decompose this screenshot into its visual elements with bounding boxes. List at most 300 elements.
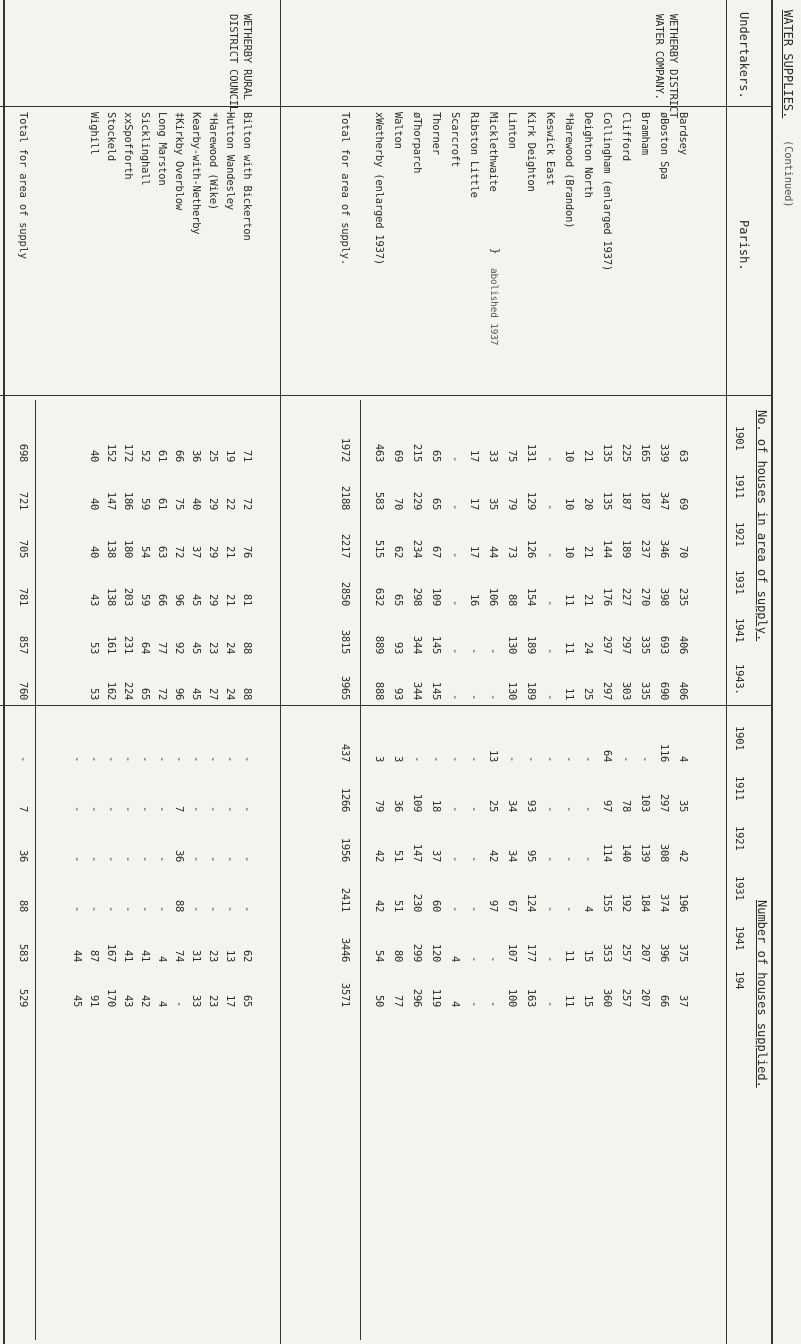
houses-supplied-value: 375 (677, 943, 689, 962)
houses-in-area-value: 693 (658, 635, 670, 654)
houses-in-area-value: 235 (677, 587, 689, 606)
houses-in-area-value: 152 (105, 443, 117, 462)
houses-in-area-value: 59 (139, 593, 151, 606)
header-houses-in-area: No. of houses in area of supply. (755, 410, 769, 642)
houses-supplied-value: - (207, 755, 219, 762)
houses-supplied-value: 25 (487, 799, 499, 812)
houses-in-area-value: 347 (658, 491, 670, 510)
parish-name: *Harewood (Wike) (207, 112, 219, 210)
houses-in-area-value: 45 (190, 593, 202, 606)
houses-supplied-value: 3 (392, 755, 404, 762)
houses-in-area-value: 106 (487, 587, 499, 606)
houses-supplied-value: 170 (105, 988, 117, 1007)
houses-supplied-value: - (88, 755, 100, 762)
houses-in-area-value: 96 (173, 593, 185, 606)
houses-in-area-value: 64 (139, 641, 151, 654)
houses-in-area-value: 59 (139, 497, 151, 510)
houses-supplied-value: 120 (430, 943, 442, 962)
houses-supplied-value: - (563, 855, 575, 862)
houses-supplied-value: - (544, 955, 556, 962)
houses-in-area-value: 29 (207, 593, 219, 606)
houses-supplied-value: - (468, 855, 480, 862)
houses-supplied-value: 42 (373, 849, 385, 862)
houses-supplied-value: 4 (156, 1000, 168, 1007)
houses-in-area-value: - (449, 455, 461, 462)
page-subtitle: (Continued) (782, 140, 794, 208)
houses-supplied-value: 42 (373, 899, 385, 912)
parish-name: Deighton North (582, 112, 594, 198)
houses-in-area-value: 10 (563, 449, 575, 462)
houses-supplied-value: 51 (392, 849, 404, 862)
houses-in-area-value: 234 (411, 539, 423, 558)
houses-in-area-value: 24 (224, 687, 236, 700)
houses-in-area-value: 346 (658, 539, 670, 558)
houses-in-area-value: 144 (601, 539, 613, 558)
houses-in-area-value: - (544, 455, 556, 462)
houses-supplied-value: 155 (601, 893, 613, 912)
houses-in-area-value: 69 (392, 449, 404, 462)
houses-supplied-value: 4 (582, 905, 594, 912)
houses-in-area-value: - (544, 693, 556, 700)
year-b-1: 1911 (733, 776, 745, 801)
year-a-1: 1911 (733, 474, 745, 499)
houses-in-area-value: 52 (139, 449, 151, 462)
houses-in-area-value: 25 (582, 687, 594, 700)
year-a-2: 1921 (733, 522, 745, 547)
houses-supplied-value: 207 (639, 988, 651, 1007)
total-in-area-value: 781 (17, 587, 29, 606)
parish-name: Ribston Little (468, 112, 480, 198)
houses-in-area-value: 65 (392, 593, 404, 606)
houses-supplied-value: - (544, 1000, 556, 1007)
total-supplied-value: 2411 (339, 887, 351, 912)
houses-in-area-value: 515 (373, 539, 385, 558)
houses-in-area-value: 406 (677, 681, 689, 700)
houses-in-area-value: 215 (411, 443, 423, 462)
total-in-area-value: 3965 (339, 675, 351, 700)
houses-in-area-value: 29 (207, 545, 219, 558)
parish-name: Stockeld (105, 112, 117, 161)
houses-in-area-value: 45 (190, 687, 202, 700)
houses-in-area-value: 40 (88, 545, 100, 558)
houses-in-area-value: 23 (207, 641, 219, 654)
houses-supplied-value: 67 (506, 899, 518, 912)
houses-supplied-value: - (190, 855, 202, 862)
houses-supplied-value: 95 (525, 849, 537, 862)
houses-supplied-value: - (582, 805, 594, 812)
houses-in-area-value: 61 (156, 449, 168, 462)
houses-supplied-value: 116 (658, 743, 670, 762)
houses-supplied-value: 17 (224, 994, 236, 1007)
houses-in-area-value: 632 (373, 587, 385, 606)
houses-supplied-value: 100 (506, 988, 518, 1007)
houses-supplied-value: 114 (601, 843, 613, 862)
houses-supplied-value: 360 (601, 988, 613, 1007)
houses-in-area-value: - (544, 599, 556, 606)
houses-supplied-value: - (468, 755, 480, 762)
houses-supplied-value: 4 (449, 955, 461, 962)
parish-name: Clifford (620, 112, 632, 161)
houses-in-area-value: 25 (207, 449, 219, 462)
houses-in-area-value: 335 (639, 681, 651, 700)
houses-supplied-value: - (430, 755, 442, 762)
houses-in-area-value: 61 (156, 497, 168, 510)
houses-in-area-value: 96 (173, 687, 185, 700)
houses-in-area-value: 21 (224, 593, 236, 606)
houses-supplied-value: 50 (373, 994, 385, 1007)
houses-in-area-value: 43 (88, 593, 100, 606)
houses-in-area-value: 72 (241, 497, 253, 510)
houses-in-area-value: - (449, 647, 461, 654)
houses-supplied-value: - (468, 1000, 480, 1007)
houses-supplied-value: 147 (411, 843, 423, 862)
houses-in-area-value: 888 (373, 681, 385, 700)
houses-in-area-value: 77 (156, 641, 168, 654)
houses-supplied-value: 80 (392, 949, 404, 962)
houses-supplied-value: - (139, 855, 151, 862)
header-bottom-rule (726, 0, 727, 1344)
houses-supplied-value: - (224, 805, 236, 812)
houses-in-area-value: - (544, 503, 556, 510)
col-rule-undertakers (0, 106, 773, 107)
houses-supplied-value: - (190, 755, 202, 762)
houses-supplied-value: 353 (601, 943, 613, 962)
houses-supplied-value: - (468, 905, 480, 912)
houses-supplied-value: - (156, 905, 168, 912)
undertaker-2-line-1: WETHERBY RURAL (241, 14, 253, 100)
parish-name: *Harewood (Brandon) (563, 112, 575, 229)
houses-in-area-value: 88 (241, 641, 253, 654)
houses-in-area-value: 22 (224, 497, 236, 510)
parish-name: Long Marston (156, 112, 168, 186)
houses-supplied-value: - (105, 905, 117, 912)
houses-supplied-value: - (544, 905, 556, 912)
houses-supplied-value: 35 (677, 799, 689, 812)
parish-name: Walton (392, 112, 404, 149)
houses-in-area-value: 65 (430, 449, 442, 462)
parish-name: øBoston Spa (658, 112, 670, 180)
houses-supplied-value: - (241, 905, 253, 912)
houses-supplied-value: 42 (487, 849, 499, 862)
houses-supplied-value: 31 (190, 949, 202, 962)
total-label: Total for area of supply. (339, 112, 351, 266)
houses-in-area-value: 76 (241, 545, 253, 558)
houses-in-area-value: 24 (582, 641, 594, 654)
houses-in-area-value: 11 (563, 687, 575, 700)
houses-in-area-value: 93 (392, 641, 404, 654)
houses-in-area-value: 62 (392, 545, 404, 558)
total-supplied-value: - (17, 755, 29, 762)
houses-in-area-value: 339 (658, 443, 670, 462)
houses-supplied-value: - (544, 805, 556, 812)
houses-supplied-value: 43 (122, 994, 134, 1007)
houses-in-area-value: 145 (430, 635, 442, 654)
houses-in-area-value: 189 (525, 681, 537, 700)
undertaker-2-line-2: DISTRICT COUNCIL. (227, 14, 239, 119)
houses-supplied-value: - (487, 1000, 499, 1007)
year-a-4: 1941 (733, 618, 745, 643)
houses-in-area-value: 130 (506, 681, 518, 700)
houses-supplied-value: 41 (122, 949, 134, 962)
abolished-brace: } (489, 248, 501, 255)
houses-supplied-value: - (224, 905, 236, 912)
houses-supplied-value: 15 (582, 949, 594, 962)
houses-supplied-value: 196 (677, 893, 689, 912)
parish-name: øThorparch (411, 112, 423, 174)
total-2-top-rule (35, 400, 36, 1340)
houses-supplied-value: - (506, 755, 518, 762)
houses-in-area-value: 53 (88, 687, 100, 700)
houses-supplied-value: - (241, 805, 253, 812)
houses-supplied-value: 107 (506, 943, 518, 962)
houses-supplied-value: - (156, 755, 168, 762)
houses-in-area-value: - (544, 647, 556, 654)
houses-in-area-value: 176 (601, 587, 613, 606)
houses-in-area-value: 75 (173, 497, 185, 510)
houses-supplied-extra-value: - (71, 805, 83, 812)
total-label: Total for area of supply (17, 112, 29, 259)
houses-in-area-value: 145 (430, 681, 442, 700)
houses-supplied-value: 65 (241, 994, 253, 1007)
houses-in-area-value: 189 (620, 539, 632, 558)
total-in-area-value: 760 (17, 681, 29, 700)
year-b-2: 1921 (733, 826, 745, 851)
houses-in-area-value: 154 (525, 587, 537, 606)
houses-in-area-value: 344 (411, 681, 423, 700)
houses-in-area-value: 187 (620, 491, 632, 510)
houses-in-area-value: 172 (122, 443, 134, 462)
houses-supplied-value: 299 (411, 943, 423, 962)
total-supplied-value: 3571 (339, 982, 351, 1007)
houses-supplied-value: - (639, 755, 651, 762)
houses-in-area-value: 54 (139, 545, 151, 558)
houses-supplied-value: 4 (677, 755, 689, 762)
houses-supplied-value: - (105, 855, 117, 862)
houses-supplied-value: 97 (601, 799, 613, 812)
total-in-area-value: 2217 (339, 533, 351, 558)
houses-supplied-value: 23 (207, 994, 219, 1007)
houses-in-area-value: 65 (139, 687, 151, 700)
houses-supplied-value: - (620, 755, 632, 762)
houses-supplied-value: - (173, 755, 185, 762)
houses-in-area-value: 126 (525, 539, 537, 558)
houses-in-area-value: 690 (658, 681, 670, 700)
houses-supplied-value: - (105, 805, 117, 812)
houses-in-area-value: - (468, 647, 480, 654)
houses-supplied-value: 167 (105, 943, 117, 962)
houses-supplied-value: 33 (190, 994, 202, 1007)
houses-supplied-value: - (105, 755, 117, 762)
total-supplied-value: 583 (17, 943, 29, 962)
houses-in-area-value: - (449, 551, 461, 558)
houses-in-area-value: 63 (677, 449, 689, 462)
houses-supplied-value: 42 (139, 994, 151, 1007)
houses-supplied-value: 3 (373, 755, 385, 762)
parish-name: Bramham (639, 112, 651, 155)
houses-in-area-value: 303 (620, 681, 632, 700)
houses-supplied-value: - (88, 855, 100, 862)
total-supplied-value: 1266 (339, 787, 351, 812)
houses-in-area-value: 73 (506, 545, 518, 558)
houses-in-area-value: 406 (677, 635, 689, 654)
houses-supplied-value: 60 (430, 899, 442, 912)
parish-name: Linton (506, 112, 518, 149)
houses-in-area-value: - (449, 503, 461, 510)
houses-in-area-value: 70 (677, 545, 689, 558)
houses-in-area-value: 40 (88, 497, 100, 510)
houses-supplied-value: - (122, 905, 134, 912)
parish-name: Keswick East (544, 112, 556, 186)
houses-in-area-value: 81 (241, 593, 253, 606)
total-in-area-value: 2188 (339, 485, 351, 510)
houses-supplied-value: 13 (487, 749, 499, 762)
houses-supplied-value: - (156, 855, 168, 862)
houses-in-area-value: - (449, 599, 461, 606)
houses-in-area-value: 20 (582, 497, 594, 510)
houses-supplied-value: 7 (173, 805, 185, 812)
col-rule-houses (0, 705, 773, 706)
houses-in-area-value: 203 (122, 587, 134, 606)
houses-in-area-value: 21 (582, 449, 594, 462)
houses-in-area-value: 21 (582, 545, 594, 558)
houses-supplied-value: - (468, 805, 480, 812)
houses-supplied-value: - (468, 955, 480, 962)
houses-supplied-value: 297 (658, 793, 670, 812)
houses-in-area-value: 35 (487, 497, 499, 510)
houses-supplied-value: 207 (639, 943, 651, 962)
houses-in-area-value: 10 (563, 497, 575, 510)
houses-in-area-value: 237 (639, 539, 651, 558)
houses-in-area-value: - (487, 647, 499, 654)
houses-supplied-value: - (544, 855, 556, 862)
houses-in-area-value: 66 (173, 449, 185, 462)
houses-in-area-value: 187 (639, 491, 651, 510)
houses-in-area-value: 161 (105, 635, 117, 654)
houses-supplied-value: 257 (620, 988, 632, 1007)
houses-in-area-value: 88 (506, 593, 518, 606)
total-supplied-value: 437 (339, 743, 351, 762)
total-1-top-rule (360, 400, 361, 1340)
houses-supplied-value: 13 (224, 949, 236, 962)
houses-in-area-value: 17 (468, 449, 480, 462)
houses-in-area-value: 24 (224, 641, 236, 654)
houses-in-area-value: 33 (487, 449, 499, 462)
houses-in-area-value: 71 (241, 449, 253, 462)
houses-in-area-value: 21 (224, 545, 236, 558)
total-in-area-value: 721 (17, 491, 29, 510)
houses-in-area-value: 79 (506, 497, 518, 510)
houses-in-area-value: 225 (620, 443, 632, 462)
houses-in-area-value: 67 (430, 545, 442, 558)
houses-supplied-value: - (207, 855, 219, 862)
total-supplied-value: 36 (17, 849, 29, 862)
houses-in-area-value: 40 (88, 449, 100, 462)
houses-in-area-value: 297 (620, 635, 632, 654)
houses-in-area-value: - (544, 551, 556, 558)
houses-supplied-value: - (122, 755, 134, 762)
houses-supplied-value: 177 (525, 943, 537, 962)
houses-in-area-value: 138 (105, 539, 117, 558)
houses-supplied-value: 139 (639, 843, 651, 862)
houses-in-area-value: 138 (105, 587, 117, 606)
parish-name: xWetherby (enlarged 1937) (373, 112, 385, 266)
year-b-3: 1931 (733, 876, 745, 901)
houses-supplied-value: 192 (620, 893, 632, 912)
houses-in-area-value: 45 (190, 641, 202, 654)
houses-in-area-value: 16 (468, 593, 480, 606)
houses-supplied-value: - (582, 755, 594, 762)
total-supplied-value: 1956 (339, 837, 351, 862)
parish-name: Thorner (430, 112, 442, 155)
houses-supplied-value: - (207, 905, 219, 912)
parish-name: Kearby-with-Netherby (190, 112, 202, 235)
houses-in-area-value: 130 (506, 635, 518, 654)
houses-in-area-value: 297 (601, 681, 613, 700)
houses-supplied-value: 93 (525, 799, 537, 812)
houses-supplied-value: 11 (563, 994, 575, 1007)
houses-supplied-value: - (525, 755, 537, 762)
houses-in-area-value: 44 (487, 545, 499, 558)
parish-name: Bilton with Bickerton (241, 112, 253, 241)
houses-supplied-value: - (207, 805, 219, 812)
houses-in-area-value: 72 (173, 545, 185, 558)
total-in-area-value: 705 (17, 539, 29, 558)
houses-supplied-value: 103 (639, 793, 651, 812)
houses-supplied-value: 308 (658, 843, 670, 862)
total-in-area-value: 698 (17, 443, 29, 462)
houses-in-area-value: 40 (190, 497, 202, 510)
total-supplied-value: 3446 (339, 937, 351, 962)
group-separator-rule (280, 0, 281, 1344)
houses-in-area-value: 93 (392, 687, 404, 700)
header-houses-supplied: Number of houses supplied. (755, 900, 769, 1088)
houses-supplied-value: 18 (430, 799, 442, 812)
houses-in-area-value: 165 (639, 443, 651, 462)
houses-in-area-value: 37 (190, 545, 202, 558)
houses-in-area-value: 53 (88, 641, 100, 654)
houses-supplied-value: 23 (207, 949, 219, 962)
houses-in-area-value: 186 (122, 491, 134, 510)
houses-supplied-value: 184 (639, 893, 651, 912)
houses-in-area-value: 147 (105, 491, 117, 510)
houses-in-area-value: 180 (122, 539, 134, 558)
houses-supplied-value: 396 (658, 943, 670, 962)
houses-in-area-value: 19 (224, 449, 236, 462)
houses-supplied-extra-value: 44 (71, 949, 83, 962)
houses-supplied-value: 257 (620, 943, 632, 962)
parish-name: Micklethwaite (487, 112, 499, 192)
houses-in-area-value: 29 (207, 497, 219, 510)
houses-in-area-value: 21 (582, 593, 594, 606)
houses-in-area-value: 66 (156, 593, 168, 606)
houses-supplied-value: 77 (392, 994, 404, 1007)
houses-in-area-value: 27 (207, 687, 219, 700)
undertaker-1-line-1: WETHERBY DISTRICT (667, 14, 679, 119)
houses-in-area-value: 398 (658, 587, 670, 606)
houses-supplied-value: 37 (677, 994, 689, 1007)
houses-in-area-value: 889 (373, 635, 385, 654)
houses-supplied-value: 4 (449, 1000, 461, 1007)
houses-supplied-value: 296 (411, 988, 423, 1007)
parish-name: Bardsey (677, 112, 689, 155)
total-supplied-value: 7 (17, 805, 29, 812)
total-supplied-value: 529 (17, 988, 29, 1007)
year-b-5: 194 (733, 971, 745, 990)
houses-supplied-value: - (139, 755, 151, 762)
houses-supplied-value: - (411, 755, 423, 762)
houses-in-area-value: - (449, 693, 461, 700)
houses-supplied-value: - (190, 805, 202, 812)
